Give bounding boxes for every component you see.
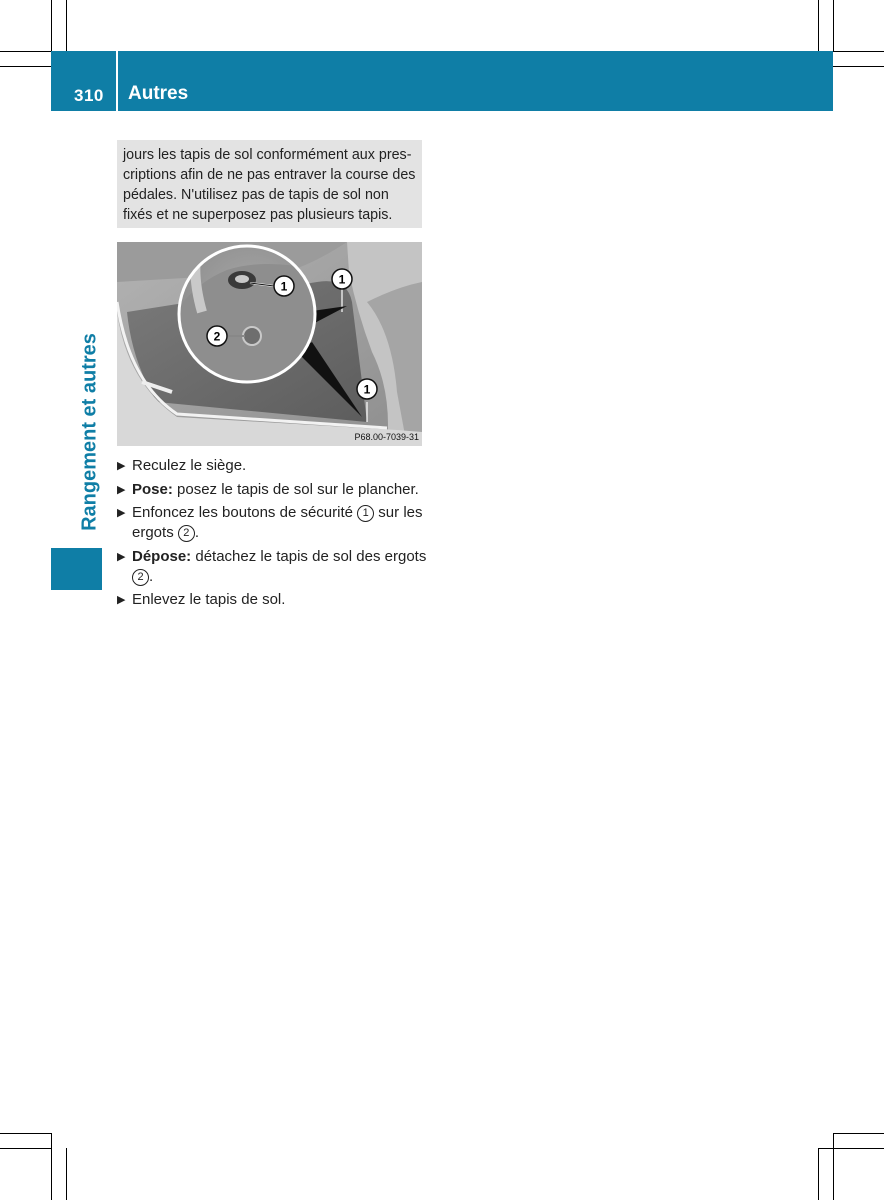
callout-ref-1: 1	[357, 505, 374, 522]
crop-mark	[818, 0, 819, 51]
instruction-list	[117, 456, 432, 614]
bullet-arrow-icon: ▶	[117, 550, 126, 563]
callout-1-upper	[332, 269, 352, 289]
figure-code: P68.00-7039-31	[354, 432, 419, 442]
instruction-step: ▶ Enlevez le tapis de sol.	[117, 591, 286, 608]
warning-line: jours les tapis de sol conformément aux pres-	[123, 147, 412, 163]
crop-mark	[0, 1133, 51, 1134]
crop-mark	[0, 51, 51, 52]
crop-mark	[833, 51, 884, 52]
crop-mark	[66, 1148, 67, 1200]
bullet-arrow-icon: ▶	[117, 594, 126, 606]
crop-mark	[833, 1133, 884, 1134]
bullet-arrow-icon: ▶	[117, 460, 126, 472]
crop-mark	[833, 1133, 834, 1200]
callout-1-magnified	[274, 276, 294, 296]
warning-line: pédales. N'utilisez pas de tapis de sol non	[123, 187, 389, 203]
floor-mat-illustration	[117, 242, 422, 446]
bullet-arrow-icon: ▶	[117, 483, 126, 496]
crop-mark	[0, 66, 51, 67]
crop-mark	[833, 0, 834, 51]
crop-mark	[818, 1148, 819, 1200]
crop-mark	[833, 66, 884, 67]
instruction-step: ▶ Enfoncez les boutons de sécurité 1 sur les ergots 2 .	[117, 504, 423, 541]
instruction-step: ▶ Pose: posez le tapis de sol sur le plancher.	[117, 480, 419, 498]
header-divider	[116, 51, 118, 111]
callout-1-lower	[357, 379, 377, 399]
instruction-step: ▶ Dépose: détachez le tapis de sol des ergots 2 .	[117, 547, 427, 585]
instruction-step: ▶ Reculez le siège.	[117, 457, 247, 474]
svg-text:1: 1	[280, 279, 288, 294]
callout-2	[207, 326, 227, 346]
warning-line: criptions afin de ne pas entraver la course des	[123, 167, 416, 183]
callout-ref-2: 2	[132, 569, 149, 586]
warning-line: fixés et ne superposez pas plusieurs tapis.	[123, 207, 393, 223]
crop-mark	[51, 1133, 52, 1200]
crop-mark	[0, 1148, 51, 1149]
warning-box	[117, 140, 422, 228]
crop-mark	[818, 1148, 884, 1149]
svg-text:2: 2	[213, 329, 221, 344]
crop-mark	[51, 0, 52, 51]
side-tab-marker	[51, 548, 102, 590]
section-title: Autres	[128, 83, 189, 104]
callout-ref-2: 2	[178, 525, 195, 542]
page-number: 310	[74, 86, 104, 105]
svg-text:1: 1	[338, 272, 346, 287]
bullet-arrow-icon: ▶	[117, 507, 126, 519]
svg-text:1: 1	[363, 382, 371, 397]
crop-mark	[66, 0, 67, 51]
side-tab-label: Rangement et autres	[78, 333, 101, 531]
